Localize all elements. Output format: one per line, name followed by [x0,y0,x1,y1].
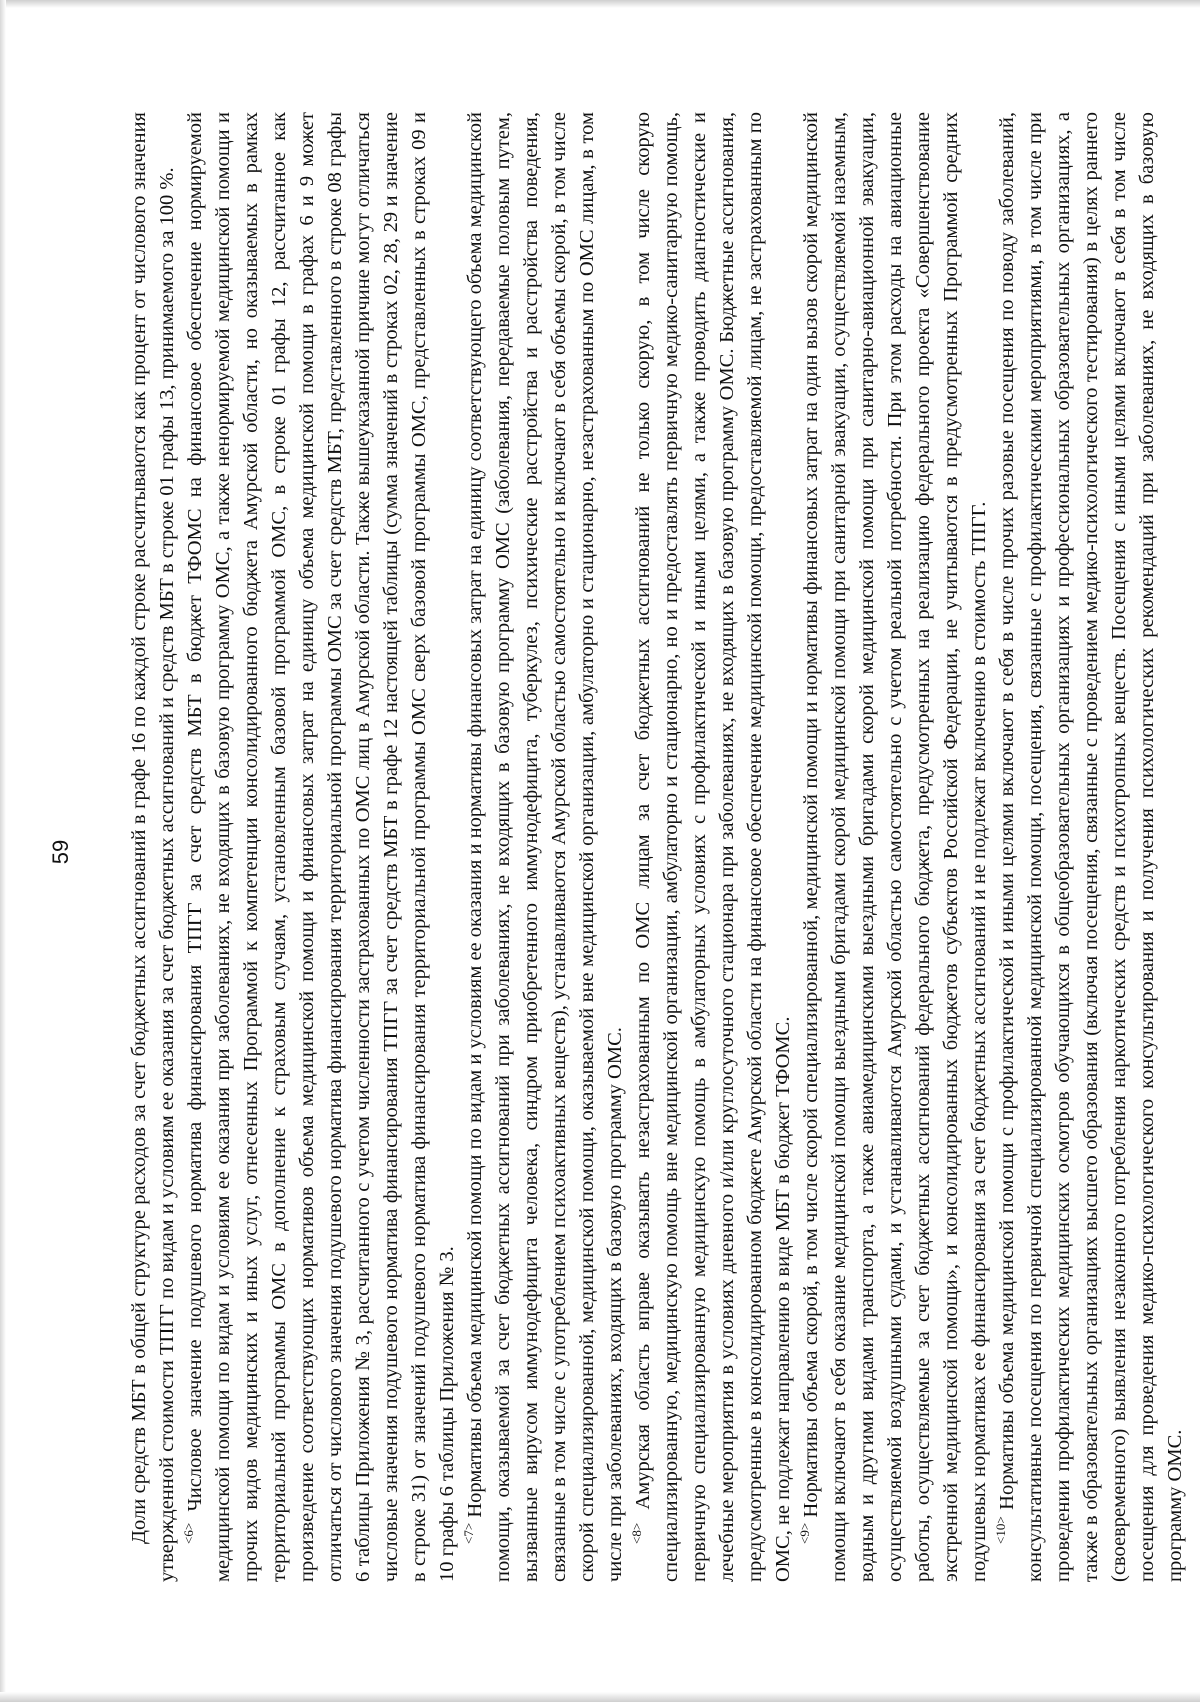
paragraph-intro [125,112,181,1582]
footnote-paragraph-10 [993,112,1189,1582]
rotated-page [30,32,1186,1672]
footnote-marker: <9> [797,1522,813,1544]
paragraph-text: Нормативы объема медицинской помощи с профилактической и иными целями включают в себя в числе прочих разовые посещения по поводу заболеваний, консультативные посещения по первичной специализированной медицинской помощи, посещения, связанные с профилактическими мероприятиями, в том числе при проведении профилактических медицинских осмотров обучающихся в общеобразовательных организациях и профессиональных образовательных организациях, а также в образовательных организациях высшего образования (включая посещения, связанные с проведением медико-психологического тестирования) в целях раннего (своевременного) выявления незаконного потребления наркотических средств и психотропных веществ. Посещения с иными целями включают в себя в том числе посещения для проведения медико-психологического консультирования и получения психологических рекомендаций при заболеваниях, не входящих в базовую программу ОМС. [996,111,1186,1582]
footnote-marker: <6> [181,1522,197,1544]
footnote-paragraph-8 [629,112,797,1582]
footnote-marker: <10> [993,1516,1009,1544]
paragraph-text: Нормативы объема медицинской помощи по видам и условиям ее оказания и нормативы финансовых затрат на единицу соответствующего объема медицинской помощи, оказываемой за счет бюджетных ассигнований при заболеваниях, не входящих в базовую программу ОМС (заболевания, передаваемые половым путем, вызванные вирусом иммунодефицита человека, синдром приобретенного иммунодефицита, туберкулез, психические расстройства и расстройства поведения, связанные в том числе с употреблением психоактивных веществ), устанавливаются Амурской областью самостоятельно и включают в себя объемы скорой, в том числе скорой специализированной, медицинской помощи, оказываемой вне медицинской организации, амбулаторно и стационарно, незастрахованным по ОМС лицам, в том числе при заболеваниях, входящих в базовую программу ОМС. [464,111,626,1582]
paragraph-text: Амурская область вправе оказывать незастрахованным по ОМС лицам за счет бюджетных ассигнований не только скорую, в том числе скорую специализированную, медицинскую помощь вне медицинской организации, амбулаторно и стационарно, но и предоставлять первичную медико-санитарную помощь, первичную специализированную медицинскую помощь в амбулаторных условиях с профилактической и иными целями, а также проводить диагностические и лечебные мероприятия в условиях дневного и/или круглосуточного стационара при заболеваниях, не входящих в базовую программу ОМС. Бюджетные ассигнования, предусмотренные в консолидированном бюджете Амурской области на финансовое обеспечение медицинской помощи, предоставляемой лицам, не застрахованным по ОМС, не подлежат направлению в виде МБТ в бюджет ТФОМС. [632,111,794,1582]
paragraph-text: Числовое значение подушевого норматива финансирования ТПГГ за счет средств МБТ в бюджет ТФОМС на финансовое обеспечение нормируемой медицинской помощи по видам и условиям ее оказания при заболеваниях, не входящих в базовую программу ОМС, а также ненормируемой медицинской помощи и прочих видов медицинских и иных услуг, отнесенных Программой к компетенции консолидированного бюджета Амурской области, но оказываемых в рамках территориальной программы ОМС в дополнение к страховым случаям, установленным базовой программой ОМС, в строке 01 графы 12, рассчитанное как произведение соответствующих нормативов объема медицинской помощи и финансовых затрат на единицу объема медицинской помощи в графах 6 и 9 может отличаться от числового значения подушевого норматива финансирования территориальной программы ОМС за счет средств МБТ, представленного в строке 08 графы 6 таблицы Приложения № 3, рассчитанного с учетом численности застрахованных по ОМС лиц в Амурской области. Также вышеуказанной причине могут отличаться числовые значения подушевого норматива финансирования ТПГГ за счет средств МБТ в графе 12 настоящей таблицы (сумма значений в строках 02, 28, 29 и значение в строке 31) от значений подушевого норматива финансирования территориальной программы ОМС сверх базовой программы ОМС, представленных в строках 09 и 10 графы 6 таблицы Приложения № 3. [184,112,458,1582]
footnote-paragraph-7 [461,112,629,1582]
footnote-marker: <8> [629,1522,645,1544]
paragraph-text: Нормативы объема скорой, в том числе скорой специализированной, медицинской помощи и нормативы финансовых затрат на один вызов скорой медицинской помощи включают в себя оказание медицинской помощи выездными бригадами скорой медицинской помощи при санитарной эвакуации, осуществляемой наземным, водным и другими видами транспорта, а также авиамедицинскими выездными бригадами скорой медицинской помощи при санитарно-авиационной эвакуации, осуществляемой воздушными судами, и устанавливаются Амурской областью самостоятельно с учетом реальной потребности. При этом расходы на авиационные работы, осуществляемые за счет бюджетных ассигнований федерального бюджета, предусмотренных на реализацию федерального проекта «Совершенствование экстренной медицинской помощи», и консолидированных бюджетов субъектов Российской Федерации, не учитываются в предусмотренных Программой средних подушевых нормативах ее финансирования за счет бюджетных ассигнований и не подлежат включению в стоимость ТПГГ. [800,111,990,1582]
footnote-paragraph-6 [181,112,461,1582]
footnote-paragraph-9 [797,112,993,1582]
body-text [125,112,1189,1582]
footnote-marker: <7> [461,1522,477,1544]
page-number: 59 [48,839,73,865]
paragraph-text: Доли средств МБТ в общей структуре расходов за счет бюджетных ассигнований в графе 16 по каждой строке рассчитываются как процент от числового значения утвержденной стоимости ТПГГ по видам и условиям ее оказания за счет бюджетных ассигнований и средств МБТ в строке 01 графы 13, принимаемого за 100 %. [128,112,178,1582]
